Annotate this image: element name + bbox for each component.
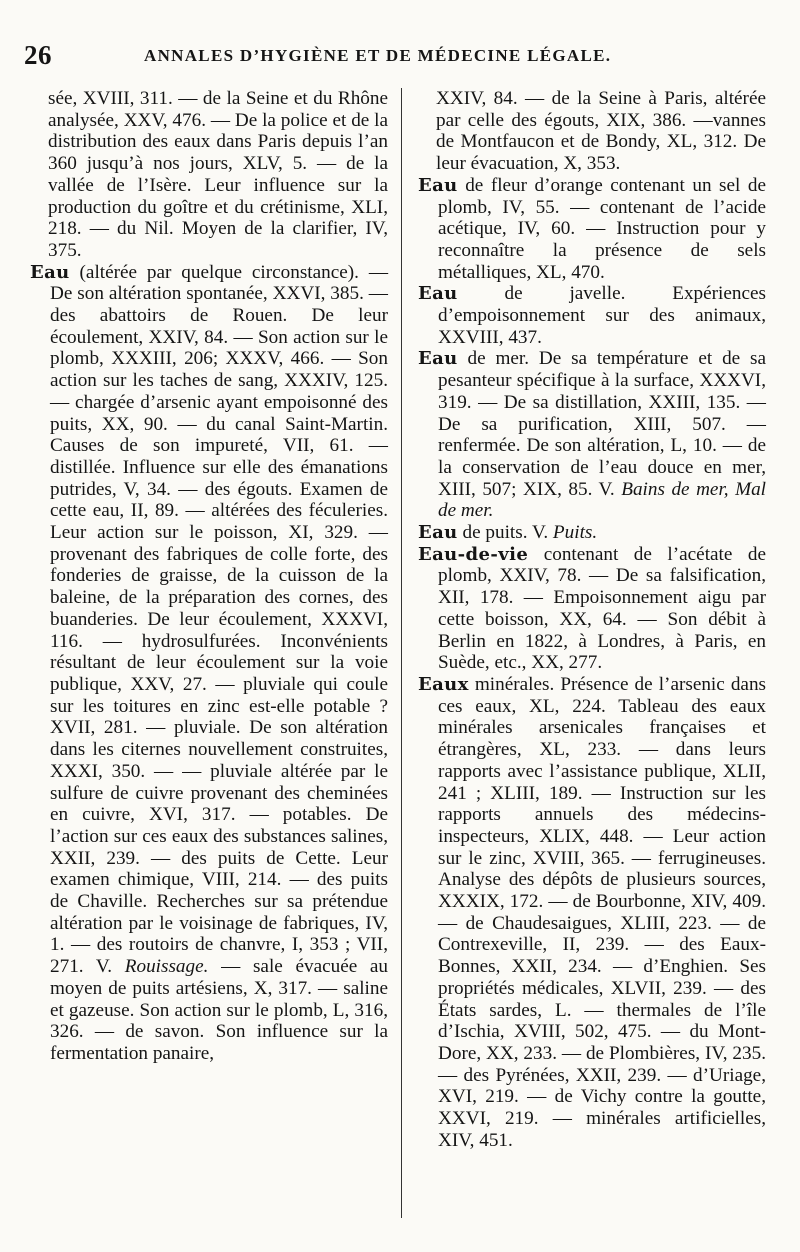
entry-text-after: — sale évacuée au moyen de puits artésiens, X, 317. — saline et gazeuse. Son action sur le plomb, L, 316, 326. — de savon. Son influence sur la fermentation panaire, — [50, 956, 388, 1064]
entry-crossref: Rouissage. — [124, 956, 209, 978]
column-divider — [401, 88, 402, 1218]
entry-text: minérales. Présence de l’arsenic dans ces eaux, XL, 224. Tableau des eaux minérales arsenicales françaises et étrangères, XL, 233. — dans leurs rapports avec l’assistance publique, XLII, 241 ; XLIII, 189. — Instruction sur les rapports annuels des médecins-inspecteurs, XLIX, 448. — Leur action sur le zinc, XVIII, 365. — ferrugineuses. Analyse des dépôts de plusieurs sources, XXXIX, 172. — de Bourbonne, XIV, 409. — de Chaudesaigues, XLIII, 223. — de Contrexeville, II, 239. — des Eaux-Bonnes, XXII, 234. — d’Enghien. Ses propriétés médicales, XLVII, 239. — des États sardes, L. — thermales de l’île d’Ischia, XVIII, 502, 475. — du Mont-Dore, XX, 233. — de Plombières, IV, 235. — des Pyrénées, XXII, 239. — d’Uriage, XVI, 219. — de Vichy contre la goutte, XXVI, 219. — minérales artificielles, XIV, 451. — [438, 673, 767, 1151]
entry-headword: Eau — [418, 283, 458, 305]
left-column — [30, 88, 388, 1065]
entry-headword: Eau — [30, 261, 70, 283]
entry-headword: Eaux — [418, 673, 469, 695]
entry-text: de javelle. Expériences d’empoisonnement sur des animaux, XXVIII, 437. — [438, 283, 766, 348]
entry-text: contenant de l’acétate de plomb, XXIV, 78. — De sa falsification, XII, 178. — Empoisonnement aigu par cette boisson, XX, 64. — Son débit à Berlin en 1822, à Londres, à Paris, en Suède, etc., XX, 277. — [438, 543, 767, 674]
entry-text: XXIV, 84. — de la Seine à Paris, altérée par celle des égouts, XIX, 386. —vannes de Montfaucon et de Bondy, XL, 312. De leur évacuation, X, 353. — [436, 88, 766, 175]
entry-headword: Eau — [418, 522, 458, 544]
entry-crossref: Bains de mer, Mal de mer. — [438, 478, 767, 522]
entry-headword: Eau — [418, 174, 458, 196]
index-entry — [418, 348, 766, 522]
entry-text: sée, XVIII, 311. — de la Seine et du Rhône analysée, XXV, 476. — De la police et de la distribution des eaux dans Paris depuis l’an 360 jusqu’à nos jours, XLV, 5. — de la vallée de l’Isère. Leur influence sur la production du goître et du crétinisme, XLI, 218. — du Nil. Moyen de la clarifier, IV, 375. — [48, 88, 388, 261]
index-entry — [418, 544, 766, 674]
index-entry — [418, 175, 766, 284]
index-entry — [30, 88, 388, 262]
index-entry — [30, 262, 388, 1065]
entry-text: de puits. V. — [462, 522, 549, 544]
index-entry — [418, 283, 766, 348]
entry-headword: Eau — [418, 348, 458, 370]
entry-crossref: Puits. — [552, 522, 598, 544]
index-entry — [418, 674, 766, 1151]
index-entry — [418, 522, 766, 544]
running-title: ANNALES D’HYGIÈNE ET DE MÉDECINE LÉGALE. — [144, 46, 612, 65]
entry-text: de fleur d’orange contenant un sel de plomb, IV, 55. — contenant de l’acide acétique, IV, 60. — Instruction pour y reconnaître la présence de sels métalliques, XL, 470. — [438, 174, 766, 283]
entry-text: (altérée par quelque circonstance). — De son altération spontanée, XXVI, 385. — des abattoirs de Rouen. De leur écoulement, XXIV, 84. — Son action sur le plomb, XXXIII, 206; XXXV, 466. — Son action sur les taches de sang, XXXIV, 125. — chargée d’arsenic ayant empoisonné des puits, XX, 90. — du canal Saint-Martin. Causes de son impureté, VII, 61. — distillée. Influence sur elle des émanations putrides, V, 34. — des égouts. Examen de cette eau, II, 89. — altérées des féculeries. Leur action sur le poisson, XI, 329. — provenant des fabriques de colle forte, des fonderies de graisse, de la cuisson de la baleine, de la préparation des cornes, des buanderies. De leur écoulement, XXXVI, 116. — hydrosulfurées. Inconvénients résultant de leur écoulement sur la voie publique, XXV, 27. — pluviale qui coule sur les toitures en zinc est-elle potable ? XVII, 281. — pluviale. De son altération dans les citernes nouvellement construites, XXXI, 350. — — pluviale altérée par le sulfure de cuivre provenant des cheminées en cuivre, XVI, 317. — potables. De l’action sur ces eaux des substances salines, XXII, 239. — des puits de Cette. Leur examen chimique, VIII, 214. — des puits de Chaville. Recherches sur sa prétendue altération par le voisinage de fabriques, IV, 1. — des routoirs de chanvre, I, 353 ; VII, 271. V. — [50, 261, 389, 978]
index-entry — [418, 88, 766, 175]
page-number: 26 — [24, 40, 52, 70]
right-column — [418, 88, 766, 1151]
entry-headword: Eau-de-vie — [418, 543, 529, 565]
page-header — [14, 38, 790, 78]
entry-text: de mer. De sa température et de sa pesanteur spécifique à la surface, XXXVI, 319. — De sa distillation, XXIII, 135. — De sa purification, XIII, 507. — renfermée. De son altération, L, 10. — de la conservation de l’eau douce en mer, XIII, 507; XIX, 85. V. — [438, 348, 767, 500]
